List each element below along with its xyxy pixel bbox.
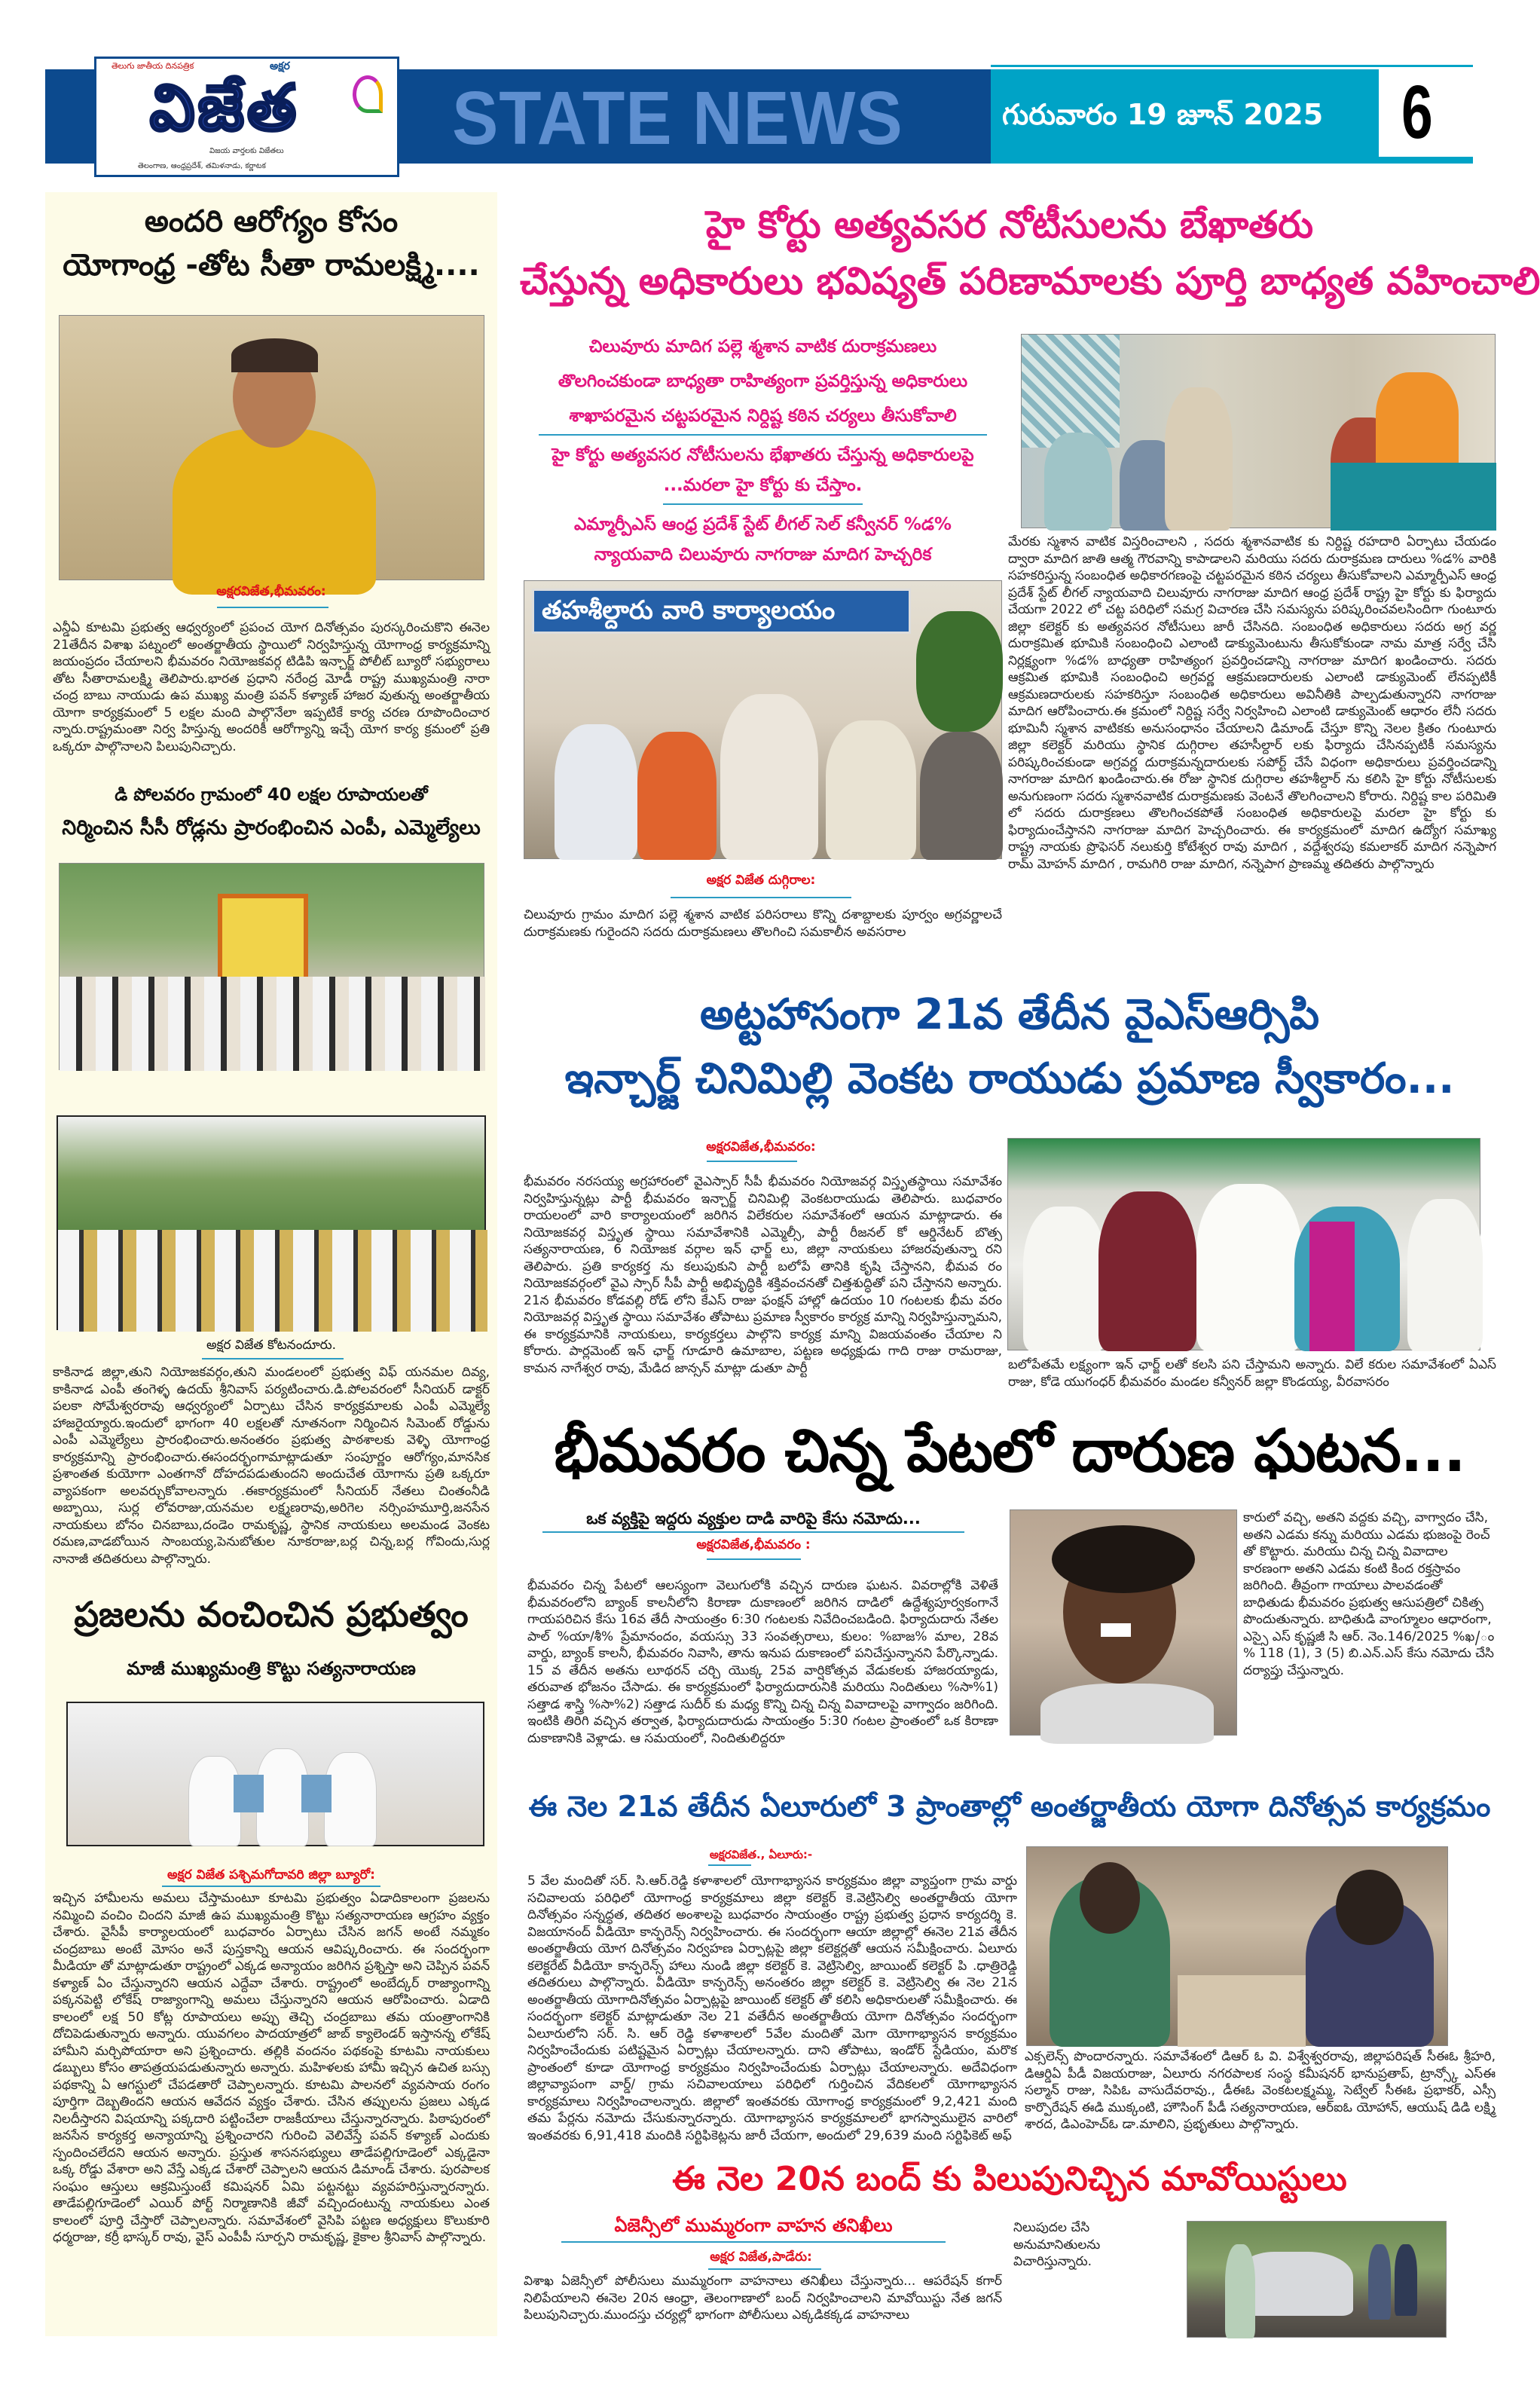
ysrcp-byline: అక్షరవిజేత,భీమవరం: xyxy=(706,1139,816,1155)
deck-line: శాఖాపరమైన చట్టపరమైన నిర్దిష్ట కఠిన చర్యలు తీసుకోవాలి xyxy=(539,401,987,436)
tahsildar-office-photo xyxy=(524,580,1002,859)
ysrcp-headline-line2: ఇన్చార్జ్ చినిమిల్లి వెంకట రాయుడు ప్రమాణ స్వీకారం... xyxy=(564,1054,1455,1103)
story2-byline: అక్షర విజేత కోటనందూరు. xyxy=(206,1338,337,1353)
maoist-byline: అక్షర విజేత,పాడేరు: xyxy=(710,2250,812,2265)
maoist-headline: ఈ నెల 20న బంద్ కు పిలుపునిచ్చిన మావోయిస్టులు xyxy=(672,2160,1347,2198)
ysrcp-headline-line1: అట్టహాసంగా 21వ తేదీన వైఎస్ఆర్సిపి xyxy=(699,990,1320,1039)
story1-body: ఎన్డీఏ కూటమి ప్రభుత్వ ఆధ్వర్యంలో ప్రపంచ యోగ దినోత్సవం పురస్కరించుకొని ఈనెల 21తేదీన విశాఖ పట్నంలో అంతర్జాతీయ స్థాయిలో నిర్వహిస్తున్న యోగాంధ్ర కార్యక్రమాన్ని జయంప్రదం చేయాలని భీమవరం నియోజకవర్గ టిడిపి ఇన్చార్జ్ పోలీట్ బ్యూరో సభ్యురాలు తోట సీతారామలక్ష్మి తెలిపారు.భారత ప్రధాని నరేంద్ర మోడీ రాష్ట్ర ముఖ్యమంత్రి నారా చంద్ర బాబు నాయుడు ఉప ముఖ్య మంత్రి పవన్ కళ్యాణ్ హాజర వుతున్న అంతర్జాతీయ యోగా కార్యక్రమంలో 5 లక్షల మంది పాల్గొనేలా ఇప్పటికే కార్య చరణ రూపొందించార న్నారు.రాష్ట్రమంతా నిర్వ హిస్తున్న అందరికీ ఆరోగ్యాన్ని ఇచ్చే యోగ కార్య క్రమంలో ప్రతి ఒక్కరూ పాల్గొనాలని పిలుపునిచ్చారు. xyxy=(53,620,490,754)
maoist-body-right: నిలుపుదల చేసి అనుమానితులను విచారిస్తున్నారు. xyxy=(1013,2220,1101,2269)
attack-byline: అక్షరవిజేత,భీమవరం : xyxy=(696,1537,811,1552)
peacock-icon xyxy=(353,75,383,113)
story3-byline: అక్షర విజేత పశ్చిమగోదావరి జిల్లా బ్యూరో: xyxy=(167,1867,375,1883)
high-court-headline-line2: చేస్తున్న అధికారులు భవిష్యత్ పరిణామాలకు పూర్తి బాధ్యత వహించాలి xyxy=(520,259,1540,303)
ysrcp-body-right: బలోపేతమే లక్ష్యంగా ఇన్ ఛార్జ్ లతో కలసి పని చేస్తామని అన్నారు. విలే కరుల సమావేశంలో ఏఎస్ రాజు, కోడె యుగంధర్ భీమవరం మండల కన్వీనర్ జల్లా కొండయ్య, వీరవాసరం xyxy=(1008,1357,1496,1390)
logo-motto: విజయ వార్తలకు విజేతలు xyxy=(209,147,284,155)
headline-line: అందరి ఆరోగ్యం కోసం xyxy=(144,204,399,239)
deck-line: హై కోర్టు అత్యవసర నోటీసులను భేఖాతరు చేస్తున్న అధికారులపై xyxy=(552,445,974,465)
byline-rule xyxy=(707,1558,801,1560)
victim-photo xyxy=(1010,1509,1237,1736)
collector-video-conference-photo xyxy=(1026,1846,1448,2046)
high-court-body-left: చిలువూరు గ్రామం మాదిగ పల్లె శ్మశాన వాటిక పరిసరాలు కొన్ని దశాబ్దాలకు పూర్వం అగ్రవర్ణాలచే దురాక్రమణకు గురైందని సదరు దురాక్రమణలు తొలగించి సమకాలీన అవసరాల xyxy=(524,907,1002,940)
high-court-byline: అక్షర విజేత దుగ్గిరాల: xyxy=(706,873,816,888)
issue-date: గురువారం 19 జూన్ 2025 xyxy=(1002,98,1324,131)
vehicle-check-photo xyxy=(1187,2221,1447,2338)
byline-rule xyxy=(671,897,851,898)
headline-line: యోగాంధ్ర -తోట సీతా రామలక్ష్మి.... xyxy=(63,248,480,283)
yoga-body-left: 5 వేల మందితో సర్. సి.ఆర్.రెడ్డి కళాశాలలో యోగాభ్యాసన కార్యక్రమం జిల్లా వ్యాప్తంగా గ్రామ వార్డు సచివాలయ పరిధిలో యోగాంధ్ర కార్యక్రమాలు జిల్లా కలెక్టర్ కె.వెట్రిసెల్వి అంతర్జాతీయ యోగా దినోత్సవం సన్నద్ధత, తదితర అంశాలపై బుధవారం సాయంత్రం రాష్ట్ర ప్రభుత్వ ప్రధాన కార్యదర్శి కె. విజయానంద్ వీడియో కాన్ఫరెన్స్ నిర్వహించారు. ఈ సందర్భంగా ఆయా జిల్లాల్లో ఈనెల 21వ తేదీన అంతర్జాతీయ యోగ దినోత్సవం నిర్వహణ ఏర్పాట్లపై జిల్లా కలెక్టర్లతో ఆయన సమీక్షించారు. ఏలూరు కలెక్టరేట్ వీడియో కాన్ఫరెన్స్ హాలు నుండి జిల్లా కలెక్టర్ కె. వెట్రిసెల్వి, జాయింట్ కలెక్టర్ పి .ధాత్రిరెడ్డి తదితరులు పాల్గొన్నారు. వీడియో కాన్ఫరెన్స్ అనంతరం జిల్లా కలెక్టర్ కె. వెట్రిసెల్వి ఈ నెల 21న అంతర్జాతీయ యోగాదినోత్సవం ఏర్పాట్లపై జాయింట్ కలెక్టర్ తో కలిసి అధికారులతో సమీక్షించారు. ఈ సందర్భంగా కలెక్టర్ మాట్లాడుతూ నెల 21 వతేదీన అంతర్జాతీయ యోగా దినోత్సవం సందర్భంగా ఏలూరులోని సర్. సి. ఆర్ రెడ్డి కళాశాలలో 5వేల మందితో మెగా యోగాభ్యాసన కార్యక్రమం నిర్వహించేందుకు పటిష్టమైన ఏర్పాట్లు చేయాలన్నారు. దాని తోపాటు, ఇండోర్ స్టేడియం, మరొక ప్రాంతంలో కూడా యోగాంధ్ర కార్యక్రమం నిర్వహించేందుకు ఏర్పాట్లు చేయాలన్నారు. అదేవిధంగా జిల్లావ్యాపంగా వార్డ్/ గ్రామ సచివాలయాలు పరిధిలో గుర్తించిన వేదికలలో యోగాభ్యాసన కార్యక్రమాలు నిర్వహించాలన్నారు. జిల్లాలో ఇంతవరకు యోగాంధ్ర కార్యక్రమంలో 9,2,421 మంది తమ పేర్లను నమోదు చేసుకున్నారన్నారు. యోగాభ్యాసన కార్యక్రమాలలో భాగస్వాములైన వారిలో ఇంతవరకు 6,91,418 మందికి సర్టిఫికెట్లను జారీ చేయగా, అందులో 29,639 మంది సర్టిఫికెట్ అఫ్ xyxy=(527,1873,1017,2143)
byline-rule xyxy=(202,1358,344,1360)
high-court-body-right: మేరకు స్మశాన వాటిక విస్తరించాలని , సదరు శ్మశానవాటిక కు నిర్దిష్ట రహదారి ఏర్పాటు చేయడం ద్వారా మాదిగ జాతి ఆత్మ గౌరవాన్ని కాపాడాలని మరియు సదరు దురాక్రమణ దారులు %డ% వారికి సహకరిస్తున్న సంబంధిత అధికారగణంపై చట్టపరమైన కఠిన చర్యలు తీసుకోవాలని ఎమ్మార్పీఎస్ ఆంధ్ర ప్రదేశ్ స్టేట్ లీగల్ న్యాయవాది చిలువూరు నాగరాజు మాదిగ ఆంధ్ర ప్రదేశ్ రాష్ట్ర హై కోర్టు కు ఫిర్యాదు చేయగా 2022 లో చట్ట పరిధిలో సమగ్ర విచారణ చేసి సమస్యను పరిష్కరించవలసిందిగా గుంటూరు జిల్లా కలెక్టర్ కు అత్యవసర నోటీసులు జారీ చేసినది. సంబంధిత అధికారులు సదరు అగ్ర వర్ణ దురాక్రమిత భూమికి సంబంధించి ఎలాంటి డాక్యుమెంటును తీసుకోకుండా నామ మాత్ర సర్వే చేసి నిర్లక్ష్యంగా %డ% బాధ్యతా రాహిత్యంగ ప్రవర్తించడాన్ని నాగరాజు మాదిగ ఖండించారు. సదరు ఆక్రమిత భూమికి సంబంధించి అగ్రవర్ణ ఆక్రమణదారులకు ఎలాంటి డాక్యుమెంట్ లేనప్పటికీ ఆక్రమణదారులకు సహకరిస్తూ సంబంధిత అధికారులు అవినీతికి పాల్పడుతున్నారని నాగరాజు మాదిగ ఆరోపించారు.ఈ క్రమంలో నిర్దిష్ట సర్వే నిర్వహించి ఎలాంటి డాక్యుమెంట్ ఆధారం లేనీ సదరు భూమినీ స్మశాన వాటికకు అనుసంధానం చేయాలని డిమాండ్ చేస్తూ కొన్ని నెలల క్రితం గుంటూరు జిల్లా కలెక్టర్ మరియు స్థానిక దుగ్గిరాల తహసీల్దార్ లకు ఫిర్యాదు చేసినప్పటికీ సమస్యను పరిష్కరించకుండా అగ్రవర్ణ దురాక్రమన్నదారులకు సపోర్ట్ చేసే విధంగా అధికారులు ప్రవర్తించడాన్ని నాగరాజు మాదిగ ఖండించారు.ఈ రోజు స్థానిక దుగ్గిరాల తహశీల్దార్ ను కలిసి హై కోర్టు నోటీసులకు అనుగుణంగా సదరు స్మశానవాటిక దురాక్రమణకు వెంటనే తొలగించాలని కోరారు. నిర్దిష్ట కాల పరిమితి లో సదరు దురాక్రణలు తొలగించకపోతే సంబంధిత అధికారులపై మరలా హై కోర్టు కు ఫిర్యాదుంచేస్తానని నాగరాజు మాదిగ హెచ్చరించారు. ఈ కార్యక్రమంలో మాదిగ ఉద్యోగ సమాఖ్య రాష్ట్ర నాయకు ప్రొఫెసర్ నలుకుర్తి కోటేశ్వర రావు మాదిగ , వద్దేశ్వరపు కమలాకర్ మాదిగ నన్నెపాగ రామ్ మోహన్ మాదిగ , రామగిరి రాజు మాదిగ, నన్నెపాగ ప్రాణమ్మ తదితరు పాల్గొన్నారు xyxy=(1008,534,1496,872)
byline-rule xyxy=(217,607,328,608)
masthead-rule xyxy=(991,65,1473,67)
byline-rule xyxy=(707,1161,797,1162)
tahsildar-meeting-photo xyxy=(1021,334,1496,528)
story1-byline: అక్షరవిజేత,భీమవరం: xyxy=(216,584,326,599)
attack-body-right: కారులో వచ్చి, అతని వద్దకు వచ్చి, వాగ్వాదం చేసి, అతని ఎడమ కన్ను మరియు ఎడమ భుజంపై రెంచ్ తో కొట్టారు. మరియు చిన్న చిన్న వివాదాల కారణంగా అతని ఎడమ కంటి కింద రక్తస్రావం జరిగింది. తీవ్రంగా గాయాలు పాలవడంతో బాధితుడు భీమవరం ప్రభుత్వ ఆసుపత్రిలో చికిత్స పొందుతున్నారు. బాధితుడి వాంగ్మూలం ఆధారంగా, ఎస్సై ఎస్ కృష్ణజీ సి ఆర్. నెం.146/2025 %ఖ/ం% 118 (1), 3 (5) బి.ఎన్.ఎస్ కేసు నమోదు చేసి దర్యాప్తు చేస్తున్నారు. xyxy=(1243,1510,1495,1678)
logo-prefix: అక్షర xyxy=(270,60,290,72)
maoist-body-left: విశాఖ ఏజెన్సీలో పోలీసులు ముమ్మరంగా వాహనాలు తనిఖీలు చేస్తున్నారు... ఆపరేషన్ కగార్ నిలిపేయాలని ఈనెల 20న ఆంధ్రా, తెలంగాణాలో బంద్ నిర్వహించాలని మావోయిస్టు నేత జగన్ పిలుపునిచ్చారు.ముందస్తు చర్యల్లో భాగంగా పోలీసులు ఎక్కడికక్కడ వాహనాలు xyxy=(524,2274,1003,2323)
deck-line: తొలగించకుండా బాధ్యతా రాహిత్యంగా ప్రవర్తిస్తున్న అధికారులు xyxy=(558,372,968,391)
office-sign: తహశీల్దారు వారి కార్యాలయం xyxy=(532,589,911,634)
book-launch-photo xyxy=(66,1702,484,1846)
byline-rule xyxy=(162,1886,380,1887)
byline-rule xyxy=(708,2268,821,2270)
deck-line: ...మరలా హై కోర్టు కు చేస్తాం. xyxy=(663,470,863,505)
newspaper-logo[interactable] xyxy=(94,57,399,177)
story2-body: కాకినాడ జిల్లా,తుని నియోజకవర్గం,తుని మండలంలో ప్రభుత్వ విఫ్ యనమల దివ్య, కాకినాడ ఎంపీ తంగెళ్ళ ఉదయ్ శ్రీనివాస్ పర్యటించారు.డి.పోలవరంలో సీనియర్ డాక్టర్ పలకా సోమేశ్వరరావు ఆధ్వర్యంలో ఏర్పాటు చేసిన కార్యక్రమాలకు ఎంపీ ఎమ్మెల్యే హాజరైయ్యారు.ఇందులో భాగంగా 40 లక్షలతో నూతనంగా నిర్మించిన సిమెంట్ రోడ్డును ఎంపీ ఎమ్మెల్యేలు ప్రారంభించారు.అనంతరం ప్రభుత్వ పాఠశాలకు వెళ్ళి యోగాంధ్ర కార్యక్రమాన్ని ప్రారంభించారు.ఈసందర్భంగామాట్లాడుతూ సంపూర్ణం ఆరోగ్యం,మానసిక ప్రశాంతత కుయోగా ఎంతగానో దోహదపడుతుందని అందుచేత యోగాను ప్రతి ఒక్కరూ వ్యాపకంగా అలవర్చుకోవాలన్నారు .ఈకార్యక్రమంలో సీనియర్ నేతలు చింతంనీడి అబ్బాయి, సుర్ల లోవరాజు,యనమల లక్ష్మణరావు,అరిగెల నర్సింహమూర్తి,జనసేన నాయకులు బోనం చినబాబు,దండెం రామకృష్ణ, స్థానిక నాయకులు అలమండ వెంకట రమణ,వాడబోయిన సాంబయ్య,పెనుబోతుల నూకరాజు,బర్ల చిన్న,బర్ల గోవిందు,సుర్ల నానాజీ తదితరులు పాల్గొన్నారు. xyxy=(53,1365,490,1567)
high-court-deck xyxy=(524,332,1002,574)
deck-line: ఎమ్మార్పీఎస్ ఆంధ్ర ప్రదేశ్ స్టేట్ లీగల్ సెల్ కన్వీనర్ %డ% xyxy=(574,515,952,534)
story3-headline: ప్రజలను వంచించిన ప్రభుత్వం xyxy=(74,1594,469,1635)
road-inauguration-photo xyxy=(59,863,484,1070)
ysrcp-press-meet-photo xyxy=(1007,1138,1480,1350)
logo-name: విజేత xyxy=(149,71,300,145)
section-title: STATE NEWS xyxy=(452,76,903,161)
logo-tagline: తెలుగు జాతీయ దినపత్రిక xyxy=(112,61,194,71)
story1-headline xyxy=(45,203,497,283)
byline-rule xyxy=(708,1864,751,1866)
attack-subheadline: ఒక వ్యక్తిపై ఇద్దరు వ్యక్తుల దాడి వారిపై కేసు నమోదు... xyxy=(542,1509,964,1533)
ysrcp-body-left: భీమవరం నరసయ్య అగ్రహారంలో వైఎస్సార్ సీపీ భీమవరం నియోజవర్గ విస్తృతస్థాయి సమావేశం నిర్వహిస్తున్నట్లు పార్టీ భీమవరం ఇన్చార్జ్ చినిమిల్లి వెంకటరాయుడు తెలిపారు. బుధవారం రాయలంలో వారి కార్యాలయంలో జరిగిన విలేకరుల సమావేశంలో ఆయన మాట్లాడారు. ఈ నియోజకవర్గ విస్తృత స్థాయి సమావేశానికి ఎమ్మెల్సీ, పార్టీ రీజనల్ కో ఆర్డినేటర్ బొత్స సత్యనారాయణ, 6 నియోజక వర్గాల ఇన్ ఛార్జ్ లు, జిల్లా నాయకులు హాజరవుతున్నా రని తెలిపారు. ప్రతి కార్యకర్త ను కలుపుకుని పార్టీ బలోపే తానికి కృషి చేస్తానని, భీమవ రం నియోజకవర్గంలో వైఎ స్సార్ సీపీ పార్టీ అభివృద్ధికి శక్తివంచనతో చిత్తశుద్ధితో పని చేస్తానని అన్నారు. 21న భీమవరం కోడవల్లి రోడ్ లోని కేఎస్ రాజు ఫంక్షన్ హాల్లో ఉదయం 10 గంటలకు భీమ వరం నియోజవర్గ విస్తృత స్థాయి సమావేశం తోపాటు ప్రమాణ స్వీకారం కార్యక్ర మాన్ని నిర్వహిస్తున్నామని, ఈ కార్యక్రమానికి నాయకులు, కార్యకర్తలు పాల్గొని కార్యక్ర మాన్ని విజయవంతం చేయాల ని కోరారు. పార్లమెంట్ ఇన్ ఛార్జ్ గూడూరి ఉమాబాల, పట్టణ అధ్యక్షుడు గాది రాజు రామరాజు, కామన నాగేశ్వర రావు, మేడిద జాన్సన్ మాట్లా డుతూ పార్టీ xyxy=(524,1174,1002,1376)
yoga-body-right: ఎక్సలెన్స్ పొందారన్నారు. సమావేశంలో డిఆర్ ఓ వి. విశ్వేశ్వరరావు, జిల్లాపరిషత్ సీఈఓ శ్రీహరి, డిఆర్డిఏ పీడీ విజయరాజు, ఏలూరు నగరపాలక సంస్థ కమీషనర్ భానుప్రతాప్, ట్రాన్స్కో ఎస్ఈ సల్మాన్ రాజు, సిపిఓ వాసుదేవరావు., డీఈఓ వెంకటలక్ష్మమ్మ, సెట్వేల్ సీఈఓ ప్రభాకర్, ఎస్సీ కార్పొరేషన్ ఈడి ముక్కంటి, హౌసింగ్ పీడీ సత్యనారాయణ, ఆర్ఐఓ యోహాన్, ఆయుష్ డిడి లక్ష్మి శారద, డిఎంహెచ్ఓ డా.మాలిని, ప్రభృతులు పాల్గొన్నారు. xyxy=(1025,2049,1496,2132)
deck-line: చిలువూరు మాదిగ పల్లె శ్మశాన వాటిక దురాక్రమణలు xyxy=(588,337,937,356)
yoga-byline: అక్షరవిజేత., ఏలూరు:- xyxy=(709,1848,813,1861)
story2-headline-line1: డి పోలవరం గ్రామంలో 40 లక్షల రూపాయలతో xyxy=(115,785,428,805)
story3-subheadline: మాజీ ముఖ్యమంత్రి కొట్టు సత్యనారాయణ xyxy=(127,1658,416,1679)
story1-photo xyxy=(59,315,484,580)
yoga-school-photo xyxy=(57,1115,486,1330)
page-number: 6 xyxy=(1401,70,1433,154)
logo-states: తెలంగాణ, ఆంధ్రప్రదేశ్, తమిళనాడు, కర్ణాటక xyxy=(138,162,266,170)
attack-body-left: భీమవరం చిన్న పేటలో ఆలస్యంగా వెలుగులోకి వచ్చిన దారుణ ఘటన. వివరాల్లోకి వెళితే భీమవరంలోని బ్యాంక్ కాలనీలోని కిరాణా దుకాణంలో జరిగిన దాడిలో ఉద్దేశ్యపూర్వకంగానే గాయపరిచిన కేసు 16వ తేదీ సాయంత్రం 6:30 గంటలకు నివేదించబడింది. ఫిర్యాదుదారు నేతల పాల్ %యా/శీ% ప్రేమానందం, వయస్సు 33 సంవత్సరాలు, కులం: %బాజ% మాల, 28వ వార్డు, బ్యాంక్ కాలనీ, భీమవరం నివాసి, తాను ఇనుప దుకాణంలో పనిచేస్తున్నానని పేర్కొన్నాడు. 15 వ తేదీన అతను లూథరన్ చర్చి యొక్క 25వ వార్షికోత్సవ వేడుకలకు హాజరయ్యాడు, తరువాత భోజనం చేసాడు. ఈ కార్యక్రమంలో ఫిర్యాదుదారునికి మరియు నిందితులు %సా%1) సత్తాడ శాస్త్రి %సా%2) సత్తాడ సుదీర్ కు మధ్య కొన్ని చిన్న చిన్న వివాదాలపై వాగ్వాదం జరిగింది. ఇంటికి తిరిగి వచ్చిన తర్వాత, ఫిర్యాదుదారుడు సాయంత్రం 5:30 గంటల ప్రాంతంలో ఒక కిరాణా దుకాణానికి వెళ్లాడు. ఆ సమయంలో, నిందితులిద్దరూ xyxy=(527,1578,998,1746)
story2-headline-line2: నిర్మించిన సీసీ రోడ్లను ప్రారంభించిన ఎంపీ, ఎమ్మెల్యేలు xyxy=(62,816,481,840)
attack-headline: భీమవరం చిన్న పేటలో దారుణ ఘటన... xyxy=(554,1418,1465,1485)
masthead-rule-bottom xyxy=(1379,157,1473,164)
maoist-subheadline: ఏజెన్సీలో ముమ్మరంగా వాహన తనిఖీలు xyxy=(561,2214,946,2243)
story3-body: ఇచ్చిన హామీలను అమలు చేస్తామంటూ కూటమి ప్రభుత్వం ఏడాదికాలంగా ప్రజలను నమ్మించి వంచిం చిందని మాజీ ఉప ముఖ్యమంత్రి కొట్టు సత్యనారాయణ ఆగ్రహం వ్యక్తం చేశారు. వైసీపీ కార్యాలయంలో బుధవారం ఏర్పాటు చేసిన జగన్ అంటే నమ్మకం చంద్రబాబు అంటే మోసం అనే పుస్తకాన్ని ఆయన ఆవిష్కరించారు. ఈ సందర్భంగా మీడియా తో మాట్లాడుతూ రాష్ట్రంలో ఎక్కడ అన్యాయం జరిగిన ప్రశ్నిస్తా అని చెప్పిన పవన్ కళ్యాణ్ ఏం చేస్తున్నారని ఆయన ఎద్దేవా చేశారు. రాష్ట్రంలో అంబేద్కర్ రాజ్యాంగాన్ని పక్కనపెట్టి లోకేష్ రాజ్యాంగాన్ని అమలు చేస్తున్నారని ఆయన ఆరోపించారు. ఏడాది కాలంలో లక్ష 50 కోట్ల రూపాయలు అప్పు తెచ్చి చంద్రబాబు తమ యంత్రాంగానికి దోచిపెడుతున్నారు అన్నారు. యువగలం పాదయాత్రలో జాబ్ క్యాలెండర్ ఇస్తానన్న లోకేష్ హామీని మర్చిపోయారా అని ప్రశ్నించారు. తల్లికి వందనం పథకంపై కూటమి నాయకులు డబ్బులు కోసం తాపత్రయపడుతున్నారు అన్నారు. మహిళలకు హామీ ఇచ్చిన ఉచిత బస్సు పథకాన్ని ఏ ఆగస్టులో చేపడతారో చెప్పాలన్నారు. కూటమి పాలనలో వ్యవసాయ రంగం పూర్తిగా దెబ్బతిందని ఆయన ఆవేదన వ్యక్తం చేశారు. చేసిన తప్పులను ప్రజలు ఎక్కడ నిలదీస్తారని విషయాన్ని పక్కదారి పట్టించేలా రాజకీయాలు చేస్తున్నారన్నారు. పిఠాపురంలో జనసేన కార్యకర్త అన్యాయాన్ని ప్రశ్నించారని గురించి వెలివేస్తే పవన్ కళ్యాణ్ ఎందుకు స్పందించలేదని ఆయన అన్నారు. ప్రస్తుత శాసనసభ్యులు తాడేపల్లిగూడెంలో ఎక్కడైనా ఒక్క రోడ్డు వేశారా అని వేస్తే ఎక్కడ చేశారో చెప్పాలని ఆయన డిమాండ్ చేశారు. పురపాలక సంఘం ఆస్తులు ఆక్రమిస్తుంటే కమిషనర్ ఏమి పట్టనట్టు వ్యవహరిస్తున్నారన్నారు. తాడేపల్లిగూడెంలో ఎయిర్ పోర్ట్ నిర్మాణానికి జీవో వచ్చిందంటున్న నాయకులు ఎంత కాలంలో పూర్తి చేస్తారో చెప్పాలన్నారు. సమావేశంలో వైసిపి పట్టణ అధ్యక్షులు కొలుకూరి ధర్మరాజు, కర్రీ భాస్కర్ రావు, వైస్ ఎంపీపీ సూర్పని రామకృష్ణ, కైకాల శ్రీనివాస్ పాల్గొన్నారు. xyxy=(53,1891,490,2245)
high-court-headline-line1: హై కోర్టు అత్యవసర నోటీసులను బేఖాతరు xyxy=(705,203,1314,246)
yoga-headline: ఈ నెల 21వ తేదీన ఏలూరులో 3 ప్రాంతాల్లో అంతర్జాతీయ యోగా దినోత్సవ కార్యక్రమం xyxy=(528,1790,1491,1823)
deck-line: న్యాయవాది చిలువూరు నాగరాజు మాదిగ హెచ్చరిక xyxy=(594,545,932,564)
